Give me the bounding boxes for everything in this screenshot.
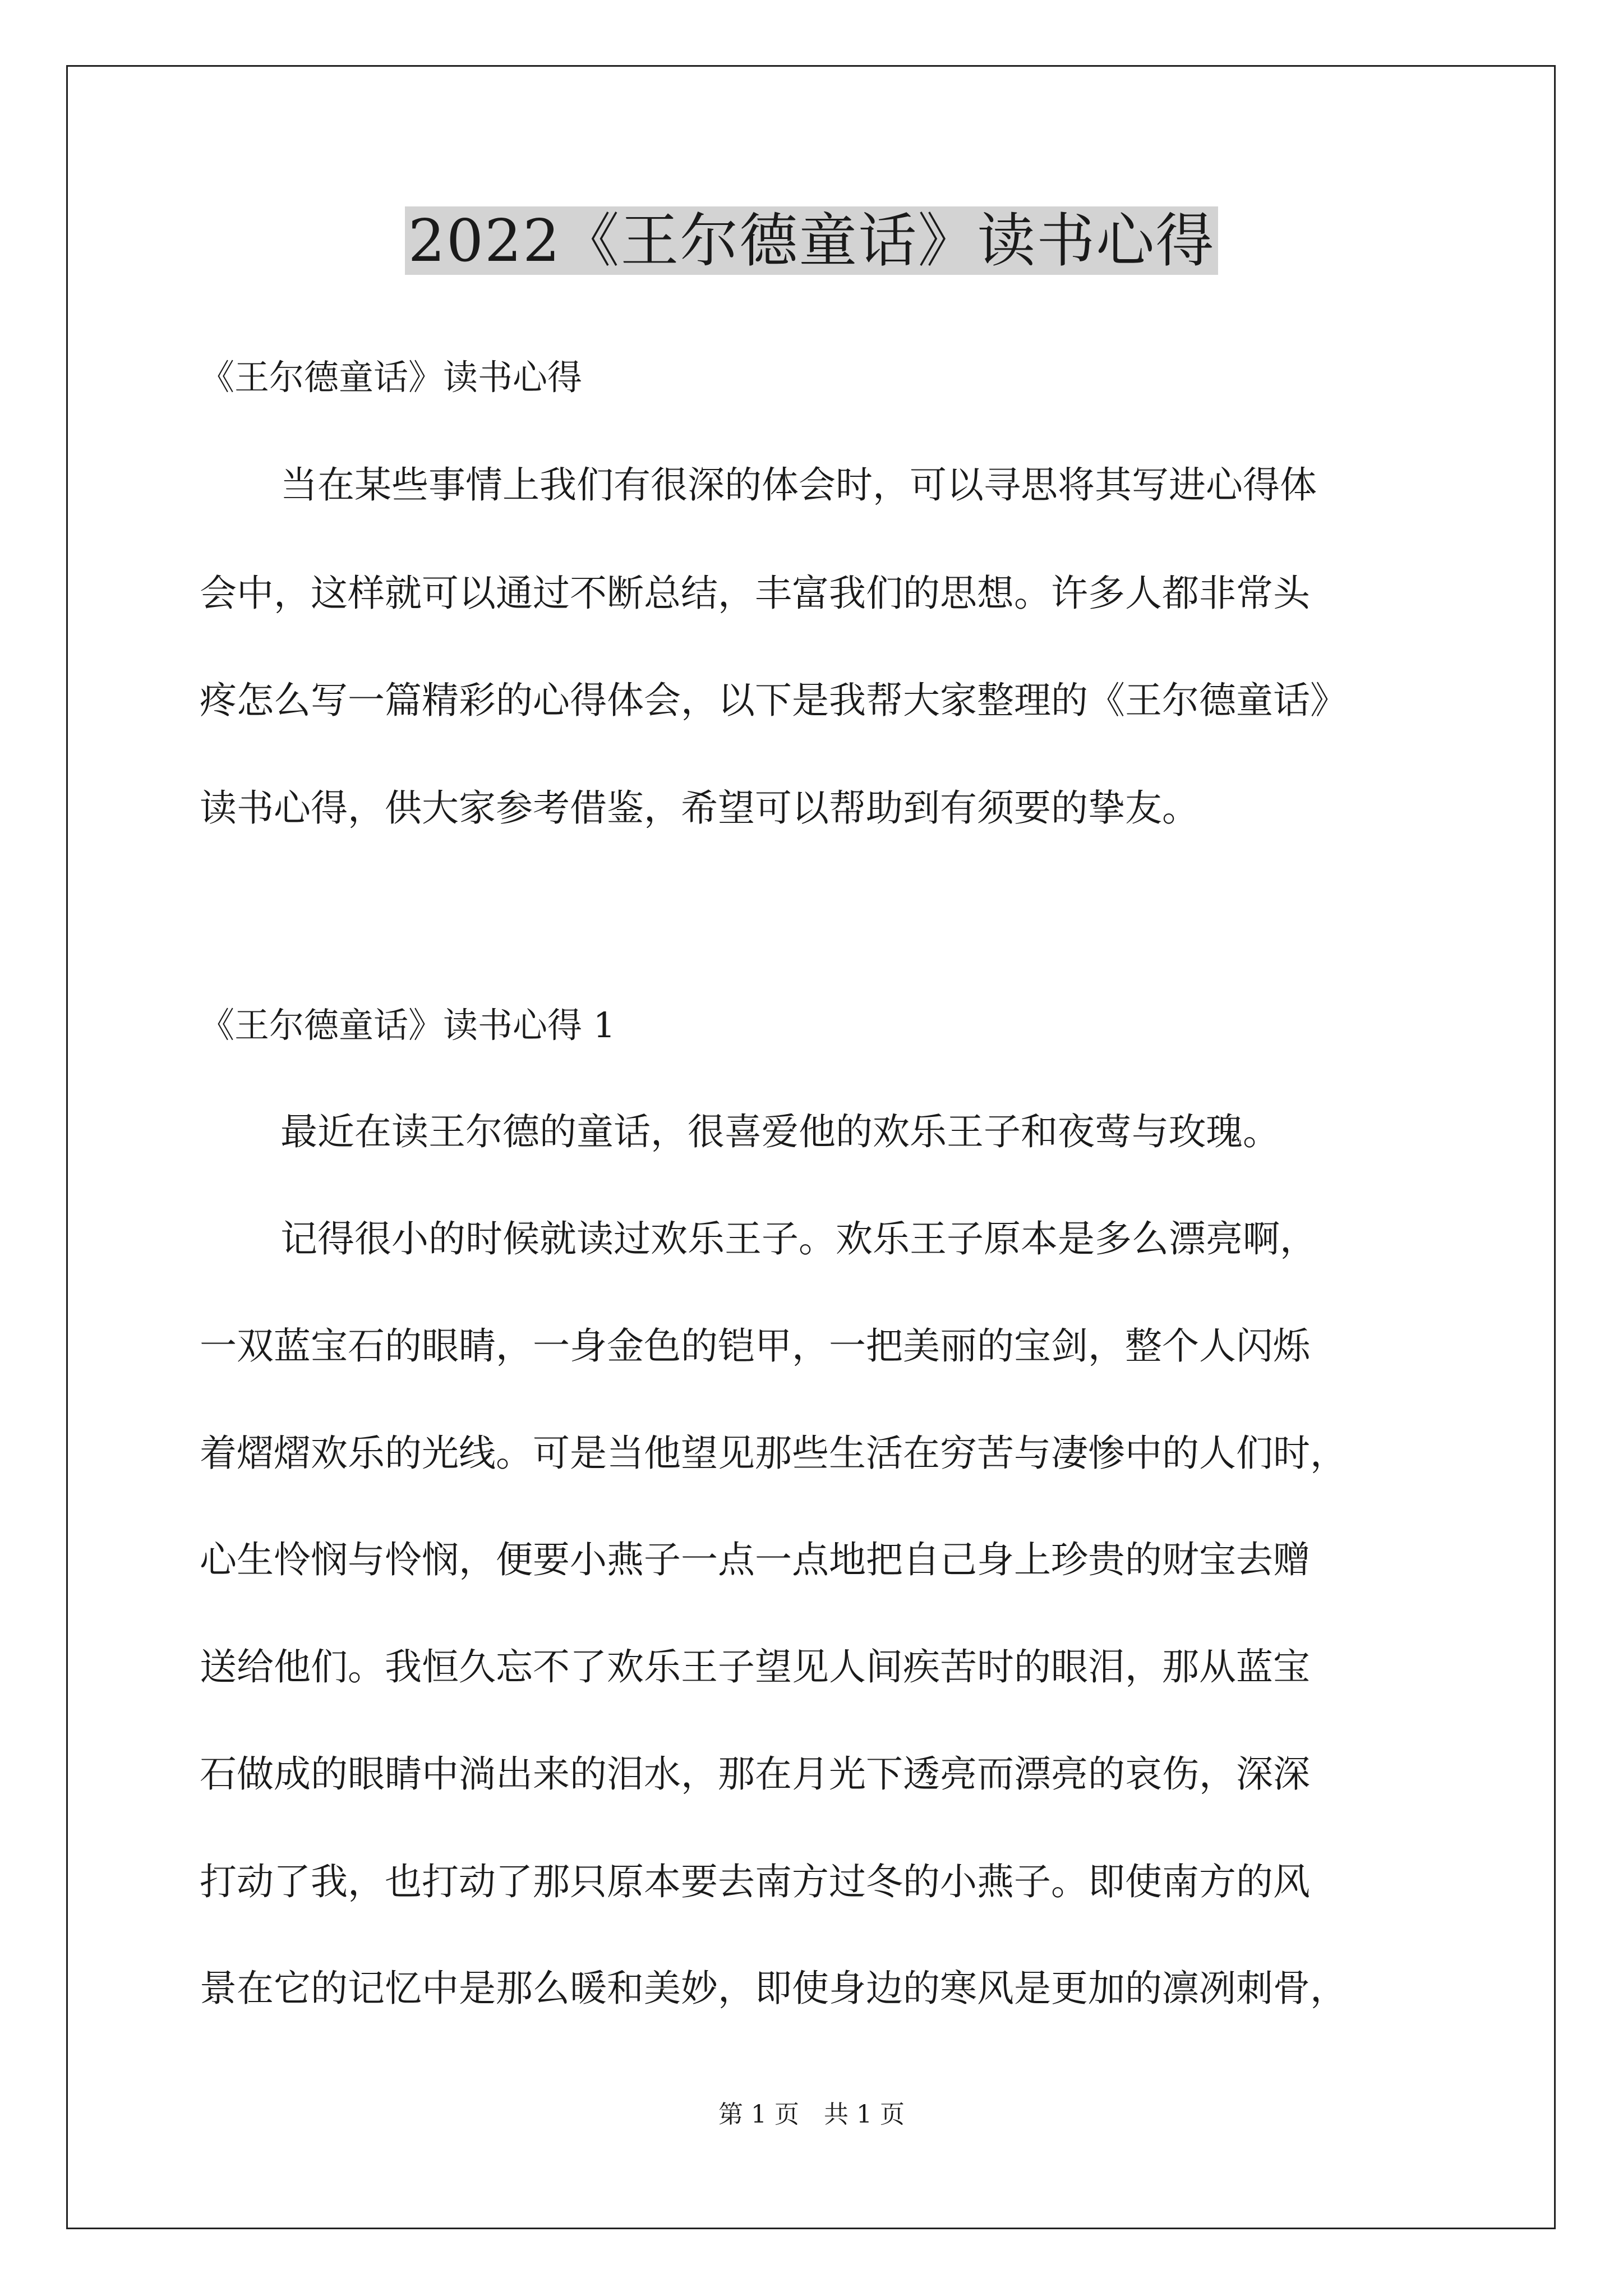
intro-line-3: 疼怎么写一篇精彩的心得体会，以下是我帮大家整理的《王尔德童话》 <box>200 679 1347 722</box>
page-footer: 第 1 页 共 1 页 <box>718 2100 905 2129</box>
intro-line-4: 读书心得，供大家参考借鉴，希望可以帮助到有须要的挚友。 <box>200 786 1199 830</box>
para2-line-6: 石做成的眼睛中淌出来的泪水，那在月光下透亮而漂亮的哀伤，深深 <box>200 1752 1310 1796</box>
para1-line-1: 最近在读王尔德的童话，很喜爱他的欢乐王子和夜莺与玫瑰。 <box>280 1110 1280 1153</box>
para2-line-5: 送给他们。我恒久忘不了欢乐王子望见人间疾苦时的眼泪，那从蓝宝 <box>200 1645 1310 1688</box>
document-title <box>0 199 1623 283</box>
para2-line-7: 打动了我，也打动了那只原本要去南方过冬的小燕子。即使南方的风 <box>200 1860 1310 1903</box>
para2-line-3: 着熠熠欢乐的光线。可是当他望见那些生活在穷苦与凄惨中的人们时， <box>200 1432 1347 1475</box>
intro-line-1: 当在某些事情上我们有很深的体会时，可以寻思将其写进心得体 <box>280 463 1317 507</box>
document-subtitle: 《王尔德童话》读书心得 <box>200 357 583 398</box>
intro-line-2: 会中，这样就可以通过不断总结，丰富我们的思想。许多人都非常头 <box>200 572 1310 615</box>
para2-line-8: 景在它的记忆中是那么暖和美妙，即使身边的寒风是更加的凛冽刺骨， <box>200 1967 1347 2010</box>
para2-line-1: 记得很小的时候就读过欢乐王子。欢乐王子原本是多么漂亮啊， <box>280 1217 1317 1260</box>
para2-line-2: 一双蓝宝石的眼睛，一身金色的铠甲，一把美丽的宝剑，整个人闪烁 <box>200 1324 1310 1368</box>
para2-line-4: 心生怜悯与怜悯，便要小燕子一点一点地把自己身上珍贵的财宝去赠 <box>200 1538 1310 1581</box>
section-heading: 《王尔德童话》读书心得 1 <box>200 1005 616 1046</box>
document-title-text: 2022《王尔德童话》读书心得 <box>405 206 1219 275</box>
